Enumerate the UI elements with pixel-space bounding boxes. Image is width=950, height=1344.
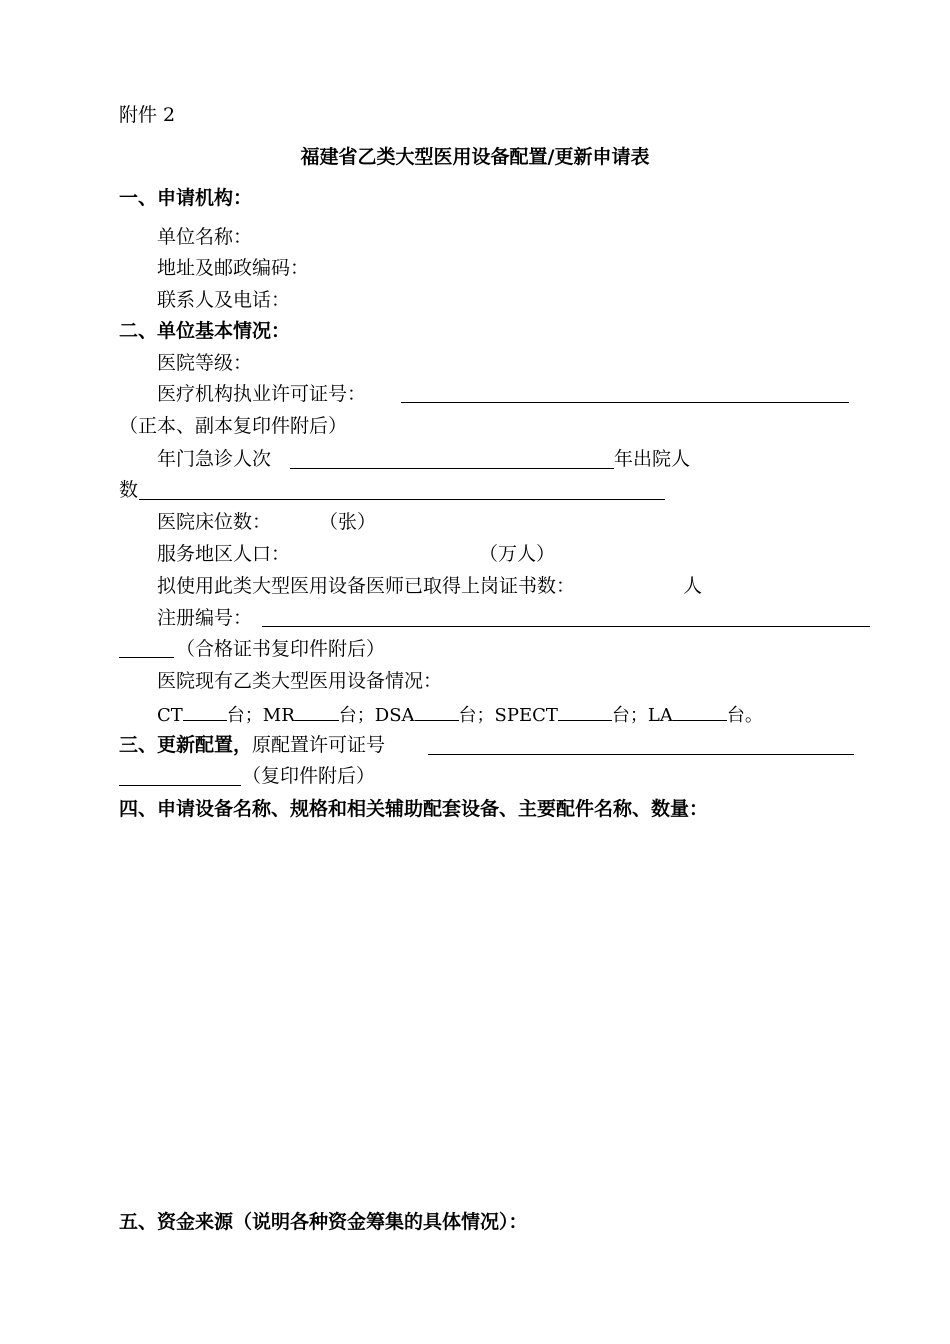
- section3-license-field[interactable]: [428, 754, 854, 755]
- section3-license-field-continued[interactable]: [119, 785, 241, 786]
- discharge-label-part2: 数: [119, 479, 139, 501]
- section3-line: [119, 733, 385, 757]
- section4-heading: 四、申请设备名称、规格和相关辅助配套设备、主要配件名称、数量：: [119, 798, 709, 820]
- la-label: LA: [647, 705, 673, 726]
- section4-content-area[interactable]: [119, 830, 869, 1200]
- doctors-label: 拟使用此类大型医用设备医师已取得上岗证书数：: [157, 575, 576, 597]
- license-note: （正本、副本复印件附后）: [119, 415, 348, 437]
- la-count-field[interactable]: [673, 702, 727, 721]
- la-unit: 台。: [726, 705, 763, 726]
- spect-label: SPECT: [494, 705, 558, 726]
- unit-name-label: 单位名称：: [157, 226, 253, 248]
- section1-heading: 一、申请机构：: [119, 187, 253, 209]
- reg-note: （合格证书复印件附后）: [176, 638, 386, 660]
- hospital-level-label: 医院等级：: [157, 352, 253, 374]
- reg-no-field[interactable]: [262, 626, 870, 627]
- section2-heading: 二、单位基本情况：: [119, 320, 291, 342]
- beds-label: 医院床位数：: [157, 511, 272, 533]
- population-unit: （万人）: [479, 543, 556, 565]
- doctors-unit: 人: [683, 575, 703, 597]
- reg-no-label: 注册编号：: [157, 607, 253, 629]
- ct-count-field[interactable]: [183, 702, 227, 721]
- license-no-label: 医疗机构执业许可证号：: [157, 383, 367, 405]
- form-title: 福建省乙类大型医用设备配置/更新申请表: [300, 146, 650, 168]
- section3-heading: 三、更新配置，: [119, 734, 253, 756]
- license-no-field[interactable]: [401, 402, 849, 403]
- outpatient-label: 年门急诊人次: [157, 448, 272, 470]
- population-label: 服务地区人口：: [157, 543, 291, 565]
- section3-license-label: 原配置许可证号: [252, 734, 386, 756]
- ct-label: CT: [157, 705, 183, 726]
- discharge-field[interactable]: [139, 499, 665, 500]
- ct-unit: 台；: [226, 705, 263, 726]
- mr-label: MR: [262, 705, 295, 726]
- dsa-unit: 台；: [458, 705, 495, 726]
- attachment-label: 附件 2: [119, 104, 176, 126]
- reg-no-field-continued[interactable]: [119, 657, 174, 658]
- address-label: 地址及邮政编码：: [157, 257, 310, 279]
- spect-count-field[interactable]: [558, 702, 612, 721]
- existing-equipment-label: 医院现有乙类大型医用设备情况：: [157, 670, 443, 692]
- spect-unit: 台；: [611, 705, 648, 726]
- discharge-label-part1: 年出院人: [614, 448, 691, 470]
- mr-count-field[interactable]: [295, 702, 339, 721]
- mr-unit: 台；: [338, 705, 375, 726]
- contact-label: 联系人及电话：: [157, 289, 291, 311]
- equipment-line: [157, 702, 763, 728]
- section3-note: （复印件附后）: [242, 765, 376, 787]
- section5-content-area[interactable]: [119, 1240, 869, 1330]
- outpatient-field[interactable]: [290, 468, 614, 469]
- beds-unit: （张）: [319, 511, 377, 533]
- dsa-label: DSA: [374, 705, 415, 726]
- section5-heading: 五、资金来源（说明各种资金筹集的具体情况）：: [119, 1211, 528, 1233]
- dsa-count-field[interactable]: [415, 702, 459, 721]
